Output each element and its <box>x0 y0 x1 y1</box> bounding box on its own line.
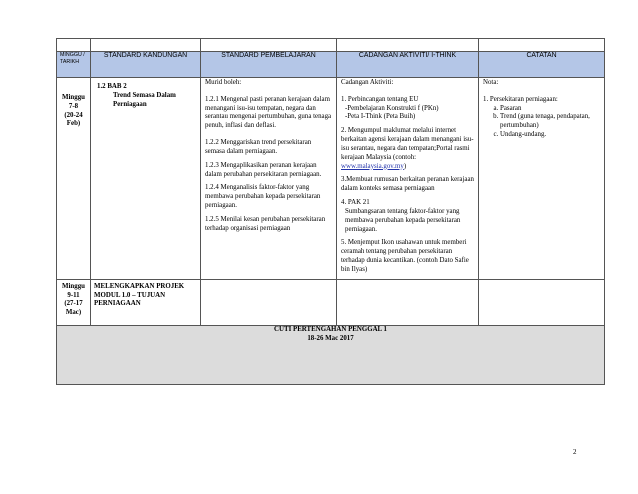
week-cell <box>57 78 91 280</box>
act-intro: Cadangan Aktiviti: <box>341 79 394 86</box>
week-label: Minggu <box>62 94 85 101</box>
notes-item-1: 1. Persekitaran perniagaan: <box>483 95 558 103</box>
empty-cell <box>337 279 479 325</box>
sp-item-2: 1.2.2 Menggariskan trend persekitaran semasa dalam perniagaan. <box>205 139 312 155</box>
week-dates-start: (27-17 <box>64 300 83 308</box>
holiday-title: CUTI PERTENGAHAN PENGGAL 1 <box>274 325 387 333</box>
notes-sublist <box>483 105 600 140</box>
week-dates-start: (20-24 <box>64 111 83 119</box>
act-5: 5. Menjemput Ikon usahawan untuk memberi ceramah tentang perubahan persekitaran terhadap dunia kecantikan. (contoh Dato Safie bin Ilyas) <box>341 239 469 273</box>
notes-sub-a: a. Pasaran <box>500 105 600 114</box>
week-dates-end: Feb) <box>66 120 81 128</box>
sp-item-4: 1.2.4 Menganalisis faktor-faktor yang membawa perubahan kepada persekitaran perniagaan. <box>205 184 321 210</box>
act-4: 4. PAK 21 <box>341 199 370 207</box>
week-cell <box>57 279 91 325</box>
bab-number: 1.2 BAB 2 <box>97 83 127 90</box>
notes-title: Nota: <box>483 79 499 86</box>
week-9-11-row <box>57 279 605 325</box>
holiday-dates: 18-26 Mac 2017 <box>307 334 354 342</box>
act-4b: Sumbangsaran tentang faktor-faktor yang membawa perubahan kepada persekitaran perniagaan. <box>345 207 461 233</box>
sp-item-3: 1.2.3 Mengaplikasikan peranan kerajaan dalam perubahan persekitaran perniagaan. <box>205 161 322 178</box>
holiday-row <box>57 325 605 384</box>
week-dates-end: Mac) <box>65 309 82 317</box>
sp-intro: Murid boleh: <box>205 79 242 86</box>
empty-cell <box>201 279 337 325</box>
catatan-cell <box>479 78 605 280</box>
sp-item-5: 1.2.5 Menilai kesan perubahan persekitaran terhadap organisasi perniagaan <box>205 215 326 232</box>
week-label: Minggu <box>62 282 85 290</box>
standard-pembelajaran-cell <box>201 78 337 280</box>
act-2 <box>341 127 474 171</box>
header-minggu: MINGGU / TARIKH <box>57 52 91 78</box>
act-2-text: 2. Mengumpul maklumat melalui internet berkaitan agensi kerajaan dalam menangani isu-isu serantau, negara dan tempatan;Portal rasmi kerajaan Malaysia (contoh: <box>341 127 474 161</box>
holiday-cell <box>57 325 605 384</box>
act-2-end: ) <box>403 162 407 170</box>
act-1c: -Peta I-Think (Peta Buih) <box>345 113 416 121</box>
notes-sub-b: b. Trend (guna tenaga, pendapatan, pertumbuhan) <box>500 113 600 131</box>
act-1b: -Pembelajaran Konstrukti f (PKn) <box>345 104 439 112</box>
header-standard-kandungan: STANDARD KANDUNGAN <box>91 52 201 78</box>
header-cadangan: CADANGAN AKTIVITI/ I-THINK <box>337 52 479 78</box>
week-7-8-row <box>57 78 605 280</box>
header-row <box>57 52 605 78</box>
week-range: 9-11 <box>67 291 80 299</box>
act-1: 1. Perbincangan tentang EU <box>341 95 419 103</box>
lesson-plan-table <box>56 38 605 385</box>
sp-item-1: 1.2.1 Mengenal pasti peranan kerajaan dalam menangani isu-isu tempatan, negara dan serantau mengenai pertumbuhan, guna tenaga penuh, inflasi dan deflasi. <box>205 95 332 130</box>
project-cell: MELENGKAPKAN PROJEK MODUL 1.0 – TUJUAN PERNIAGAAN <box>91 279 201 325</box>
header-catatan: CATATAN <box>479 52 605 78</box>
page-number: 2 <box>573 448 577 456</box>
bab-title: Trend Semasa Dalam Perniagaan <box>113 91 176 108</box>
week-range: 7-8 <box>68 102 79 110</box>
standard-kandungan-cell <box>91 78 201 280</box>
header-standard-pembelajaran: STANDARD PEMBELAJARAN <box>201 52 337 78</box>
malaysia-gov-link[interactable]: www.malaysia.gov.my <box>341 162 404 170</box>
cadangan-aktiviti-cell <box>337 78 479 280</box>
notes-sub-c: c. Undang-undang. <box>500 131 600 140</box>
spacer-row <box>57 39 605 52</box>
empty-cell <box>479 279 605 325</box>
act-3: 3.Membuat rumusan berkaitan peranan kerajaan dalam konteks semasa perniagaan <box>341 176 474 193</box>
